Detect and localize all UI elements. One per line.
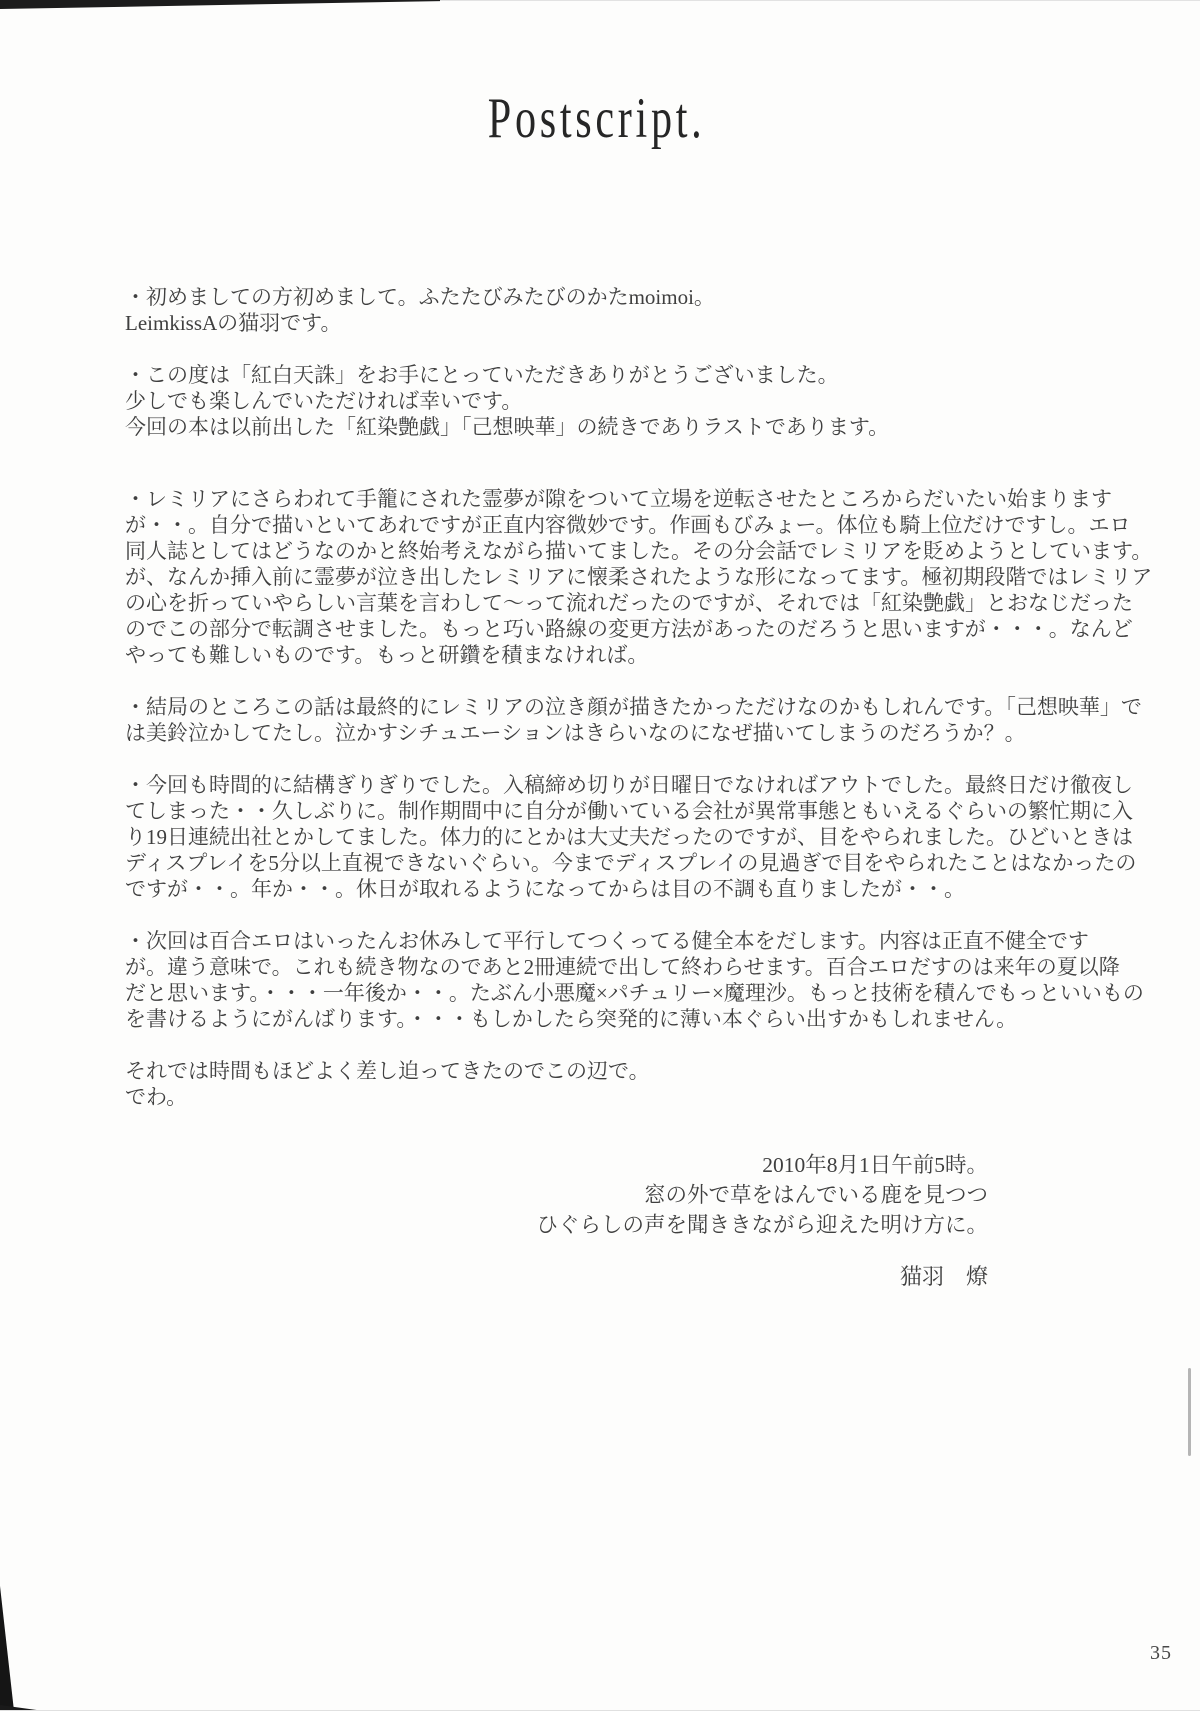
- text-line: が、なんか挿入前に霊夢が泣き出したレミリアに懐柔されたような形になってます。極初期段階ではレミリア: [125, 565, 1153, 589]
- body-text: [125, 284, 1153, 1136]
- text-line: のでこの部分で転調させました。もっと巧い路線の変更方法があったのだろうと思いますが・・・。なんど: [125, 617, 1133, 641]
- paragraph-thanks: [125, 362, 1075, 440]
- text-line: 今回の本は以前出した「紅染艶戯」「己想映華」の続きでありラストであります。: [125, 415, 890, 439]
- text-line: の心を折っていやらしい言葉を言わして～って流れだったのですが、それでは「紅染艶戯」とおなじだった: [125, 591, 1133, 615]
- text-line: ですが・・。年か・・。休日が取れるようになってからは目の不調も直りましたが・・。: [125, 877, 965, 901]
- text-line: り19日連続出社とかしてました。体力的にとかは大丈夫だったのですが、目をやられました。ひどいときは: [125, 825, 1133, 849]
- text-line: ・今回も時間的に結構ぎりぎりでした。入稿締め切りが日曜日でなければアウトでした。最終日だけ徹夜し: [125, 773, 1133, 797]
- paragraph-next-plans: [125, 928, 1144, 1032]
- paragraph-schedule: [125, 772, 1137, 902]
- page-title: Postscript.: [487, 87, 706, 150]
- text-line: ディスプレイを5分以上直視できないぐらい。今までディスプレイの見過ぎで目をやられたことはなかったの: [125, 851, 1137, 875]
- scan-artifact-right-streak: [1188, 1368, 1191, 1456]
- colophon-date-line: 窓の外で草をはんでいる鹿を見つつ: [643, 1183, 988, 1207]
- text-line: を書けるようにがんばります。・・・もしかしたら突発的に薄い本ぐらい出すかもしれません。: [125, 1007, 1018, 1031]
- text-line: だと思います。・・・一年後か・・。たぶん小悪魔×パチュリー×魔理沙。もっと技術を積んでもっといいもの: [125, 981, 1144, 1005]
- scan-artifact-top-left: [0, 0, 440, 9]
- text-line: てしまった・・久しぶりに。制作期間中に自分が働いている会社が異常事態ともいえるぐらいの繁忙期に入: [125, 799, 1133, 823]
- paragraph-story-notes: [125, 486, 1153, 668]
- text-line: ・この度は「紅白天誅」をお手にとっていただきありがとうございました。: [125, 363, 839, 387]
- text-line: LeimkissAの猫羽です。: [125, 311, 342, 335]
- text-line: ・初めましての方初めまして。ふたたびみたびのかたmoimoi。: [125, 285, 715, 309]
- text-line: が。違う意味で。これも続き物なのであと2冊連続で出して終わらせます。百合エロだすのは来年の夏以降: [125, 955, 1120, 979]
- paragraph-farewell: [125, 1058, 1075, 1110]
- text-line: ・レミリアにさらわれて手籠にされた霊夢が隙をついて立場を逆転させたところからだいたい始まります: [125, 487, 1112, 511]
- colophon-date-line: ひぐらしの声を聞ききながら迎えた明け方に。: [536, 1213, 988, 1237]
- scan-artifact-bottom-left: [0, 1586, 14, 1711]
- text-line: ・次回は百合エロはいったんお休みして平行してつくってる健全本をだします。内容は正直不健全です: [125, 929, 1089, 953]
- colophon: [536, 1150, 988, 1292]
- text-line: 少しでも楽しんでいただければ幸いです。: [125, 389, 523, 413]
- text-line: でわ。: [125, 1085, 188, 1109]
- author-signature: 猫羽 燎: [899, 1264, 988, 1289]
- text-line: ・結局のところこの話は最終的にレミリアの泣き顔が描きたかっただけなのかもしれんです。「己想映華」で: [125, 695, 1142, 719]
- paragraph-greeting: [125, 284, 1075, 336]
- page-number: 35: [1150, 1642, 1172, 1664]
- text-line: は美鈴泣かしてたし。泣かすシチュエーションはきらいなのになぜ描いてしまうのだろうか？。: [125, 721, 1026, 745]
- paragraph-reflection: [125, 694, 1142, 746]
- colophon-date-line: 2010年8月1日午前5時。: [762, 1153, 988, 1177]
- text-line: やっても難しいものです。もっと研鑽を積まなければ。: [125, 643, 649, 667]
- text-line: それでは時間もほどよく差し迫ってきたのでこの辺で。: [125, 1059, 650, 1083]
- text-line: 同人誌としてはどうなのかと終始考えながら描いてました。その分会話でレミリアを貶めようとしています。: [125, 539, 1153, 563]
- text-line: が・・。自分で描いといてあれですが正直内容微妙です。作画もびみょー。体位も騎上位だけですし。エロ: [125, 513, 1131, 537]
